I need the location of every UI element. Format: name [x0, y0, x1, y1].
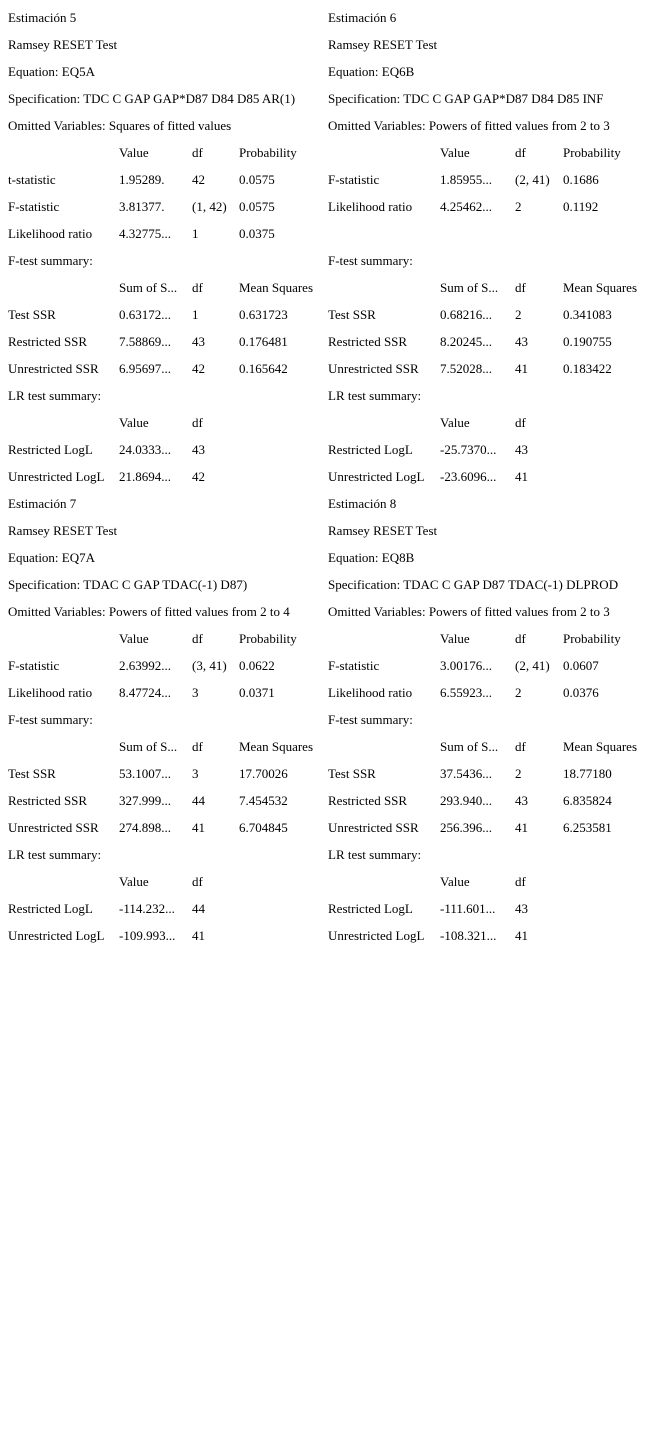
df-cell: df — [192, 145, 203, 160]
table-row — [328, 247, 650, 274]
probability-cell: Mean Squares — [563, 280, 638, 295]
section-test: Ramsey RESET Test — [8, 37, 118, 52]
table-row — [8, 733, 330, 760]
value-cell: 21.8694... — [119, 469, 171, 484]
probability-cell: 0.1192 — [563, 199, 599, 214]
estimacion-7-section — [8, 490, 330, 949]
row-label: Restricted LogL — [328, 901, 413, 916]
value-cell: Value — [119, 415, 149, 430]
probability-cell: 0.0575 — [239, 172, 275, 187]
df-cell: 1 — [192, 226, 199, 241]
probability-cell: 0.0375 — [239, 226, 275, 241]
df-cell: 41 — [515, 820, 528, 835]
estimacion-5-section — [8, 4, 330, 490]
row-label: Restricted LogL — [8, 901, 93, 916]
value-cell: Value — [440, 874, 470, 889]
row-label: Unrestricted LogL — [8, 928, 105, 943]
table-row — [8, 436, 330, 463]
probability-cell: 6.835824 — [563, 793, 612, 808]
table-row — [328, 787, 650, 814]
probability-cell: 0.0575 — [239, 199, 275, 214]
table-row — [328, 274, 650, 301]
probability-cell: 0.176481 — [239, 334, 288, 349]
value-cell: Value — [440, 631, 470, 646]
value-cell: -114.232... — [119, 901, 175, 916]
row-label: Test SSR — [8, 307, 56, 322]
value-cell: 53.1007... — [119, 766, 171, 781]
row-label: F-test summary: — [328, 712, 413, 727]
table-row — [328, 463, 650, 490]
row-label: LR test summary: — [8, 388, 102, 403]
table-row — [8, 193, 330, 220]
value-cell: 8.47724... — [119, 685, 171, 700]
section-title: Estimación 8 — [328, 496, 397, 511]
value-cell: 7.52028... — [440, 361, 492, 376]
df-cell: df — [515, 145, 526, 160]
table-row — [8, 139, 330, 166]
value-cell: 2.63992... — [119, 658, 171, 673]
df-cell: df — [192, 415, 203, 430]
row-label: Test SSR — [328, 307, 376, 322]
row-label: F-statistic — [328, 172, 380, 187]
row-label: Likelihood ratio — [8, 685, 93, 700]
probability-cell: 18.77180 — [563, 766, 612, 781]
row-label: Restricted SSR — [8, 793, 88, 808]
value-cell: 3.81377. — [119, 199, 165, 214]
table-row — [328, 625, 650, 652]
table-row — [328, 220, 650, 247]
section-specification: Specification: TDAC C GAP TDAC(-1) D87) — [8, 577, 248, 592]
df-cell: 2 — [515, 685, 522, 700]
value-cell: 1.85955... — [440, 172, 492, 187]
value-cell: Value — [440, 415, 470, 430]
value-cell: 274.898... — [119, 820, 171, 835]
row-label: Unrestricted LogL — [8, 469, 105, 484]
section-test: Ramsey RESET Test — [8, 523, 118, 538]
section-test: Ramsey RESET Test — [328, 523, 438, 538]
table-row — [328, 139, 650, 166]
value-cell: Value — [119, 874, 149, 889]
probability-cell: 6.253581 — [563, 820, 612, 835]
probability-cell: Probability — [239, 145, 297, 160]
value-cell: -109.993... — [119, 928, 176, 943]
probability-cell: 7.454532 — [239, 793, 288, 808]
value-cell: 37.5436... — [440, 766, 492, 781]
table-row — [328, 814, 650, 841]
df-cell: 41 — [515, 469, 528, 484]
section-equation: Equation: EQ6B — [328, 64, 415, 79]
probability-cell: 0.0607 — [563, 658, 599, 673]
table-row — [328, 895, 650, 922]
df-cell: 41 — [192, 820, 205, 835]
value-cell: 327.999... — [119, 793, 171, 808]
table-row — [328, 868, 650, 895]
row-label: LR test summary: — [328, 847, 422, 862]
probability-cell: 0.341083 — [563, 307, 612, 322]
row-label: Unrestricted SSR — [328, 820, 419, 835]
table-row — [328, 301, 650, 328]
value-cell: 4.32775... — [119, 226, 171, 241]
df-cell: df — [515, 631, 526, 646]
table-row — [8, 247, 330, 274]
value-cell: Sum of S... — [119, 280, 178, 295]
value-cell: Sum of S... — [440, 739, 499, 754]
table-row — [8, 868, 330, 895]
df-cell: 42 — [192, 469, 205, 484]
row-label: t-statistic — [8, 172, 56, 187]
probability-cell: Probability — [563, 631, 621, 646]
table-row — [328, 733, 650, 760]
value-cell: Value — [119, 631, 149, 646]
section-specification: Specification: TDC C GAP GAP*D87 D84 D85 INF — [328, 91, 604, 106]
probability-cell: Mean Squares — [239, 280, 314, 295]
df-cell: 41 — [515, 361, 528, 376]
row-label: F-statistic — [8, 658, 60, 673]
value-cell: 4.25462... — [440, 199, 492, 214]
df-cell: 43 — [192, 442, 205, 457]
df-cell: 43 — [192, 334, 205, 349]
df-cell: (1, 42) — [192, 199, 227, 214]
section-title: Estimación 5 — [8, 10, 77, 25]
row-label: LR test summary: — [328, 388, 422, 403]
row-label: Restricted SSR — [8, 334, 88, 349]
row-label: Unrestricted SSR — [8, 361, 99, 376]
value-cell: 6.95697... — [119, 361, 171, 376]
probability-cell: Mean Squares — [563, 739, 638, 754]
section-omitted: Omitted Variables: Powers of fitted values from 2 to 3 — [328, 604, 610, 619]
row-label: Likelihood ratio — [328, 685, 413, 700]
df-cell: 43 — [515, 334, 528, 349]
probability-cell: 0.631723 — [239, 307, 288, 322]
row-label: Restricted LogL — [328, 442, 413, 457]
value-cell: 0.63172... — [119, 307, 171, 322]
section-omitted: Omitted Variables: Powers of fitted values from 2 to 3 — [328, 118, 610, 133]
probability-cell: 0.165642 — [239, 361, 288, 376]
section-equation: Equation: EQ5A — [8, 64, 96, 79]
df-cell: 3 — [192, 766, 199, 781]
estimacion-8-section — [328, 490, 650, 949]
df-cell: 41 — [515, 928, 528, 943]
df-cell: 44 — [192, 901, 205, 916]
section-omitted: Omitted Variables: Squares of fitted values — [8, 118, 232, 133]
row-label: Test SSR — [328, 766, 376, 781]
df-cell: 41 — [192, 928, 205, 943]
section-omitted: Omitted Variables: Powers of fitted values from 2 to 4 — [8, 604, 290, 619]
value-cell: 0.68216... — [440, 307, 492, 322]
value-cell: 8.20245... — [440, 334, 492, 349]
section-specification: Specification: TDAC C GAP D87 TDAC(-1) DLPROD — [328, 577, 619, 592]
table-row — [8, 274, 330, 301]
df-cell: 3 — [192, 685, 199, 700]
table-row — [8, 706, 330, 733]
df-cell: 42 — [192, 361, 205, 376]
row-label: F-test summary: — [8, 712, 93, 727]
value-cell: -111.601... — [440, 901, 496, 916]
value-cell: 7.58869... — [119, 334, 171, 349]
row-label: F-statistic — [328, 658, 380, 673]
section-title: Estimación 6 — [328, 10, 397, 25]
probability-cell: 17.70026 — [239, 766, 288, 781]
estimacion-6-section — [328, 4, 650, 490]
value-cell: Sum of S... — [440, 280, 499, 295]
df-cell: df — [192, 874, 203, 889]
df-cell: df — [192, 280, 203, 295]
table-row — [328, 706, 650, 733]
table-row — [8, 328, 330, 355]
table-row — [328, 679, 650, 706]
row-label: F-statistic — [8, 199, 60, 214]
table-row — [8, 301, 330, 328]
df-cell: 2 — [515, 307, 522, 322]
table-row — [8, 652, 330, 679]
table-row — [328, 409, 650, 436]
table-row — [8, 625, 330, 652]
probability-cell: 0.190755 — [563, 334, 612, 349]
section-title: Estimación 7 — [8, 496, 77, 511]
table-row — [328, 760, 650, 787]
table-row — [328, 382, 650, 409]
row-label: Restricted SSR — [328, 793, 408, 808]
row-label: Unrestricted LogL — [328, 928, 425, 943]
row-label: Unrestricted LogL — [328, 469, 425, 484]
value-cell: 293.940... — [440, 793, 492, 808]
row-label: Unrestricted SSR — [8, 820, 99, 835]
probability-cell: 0.183422 — [563, 361, 612, 376]
value-cell: 24.0333... — [119, 442, 171, 457]
df-cell: 43 — [515, 793, 528, 808]
row-label: LR test summary: — [8, 847, 102, 862]
df-cell: 2 — [515, 766, 522, 781]
table-row — [328, 328, 650, 355]
df-cell: 43 — [515, 901, 528, 916]
probability-cell: 6.704845 — [239, 820, 288, 835]
table-row — [8, 841, 330, 868]
row-label: Restricted LogL — [8, 442, 93, 457]
table-row — [8, 922, 330, 949]
row-label: Likelihood ratio — [328, 199, 413, 214]
section-specification: Specification: TDC C GAP GAP*D87 D84 D85 AR(1) — [8, 91, 296, 106]
value-cell: 3.00176... — [440, 658, 492, 673]
df-cell: df — [515, 280, 526, 295]
table-row — [328, 166, 650, 193]
table-row — [8, 409, 330, 436]
df-cell: 44 — [192, 793, 205, 808]
probability-cell: 0.0371 — [239, 685, 275, 700]
row-label: Likelihood ratio — [8, 226, 93, 241]
value-cell: 256.396... — [440, 820, 492, 835]
table-row — [8, 382, 330, 409]
row-label: Test SSR — [8, 766, 56, 781]
df-cell: 2 — [515, 199, 522, 214]
df-cell: (2, 41) — [515, 658, 550, 673]
df-cell: df — [192, 739, 203, 754]
section-test: Ramsey RESET Test — [328, 37, 438, 52]
value-cell: Sum of S... — [119, 739, 178, 754]
table-row — [8, 760, 330, 787]
probability-cell: Mean Squares — [239, 739, 314, 754]
df-cell: (2, 41) — [515, 172, 550, 187]
table-row — [328, 922, 650, 949]
df-cell: 43 — [515, 442, 528, 457]
table-row — [328, 193, 650, 220]
value-cell: Value — [119, 145, 149, 160]
df-cell: 42 — [192, 172, 205, 187]
table-row — [8, 787, 330, 814]
probability-cell: Probability — [563, 145, 621, 160]
row-label: Unrestricted SSR — [328, 361, 419, 376]
value-cell: -108.321... — [440, 928, 497, 943]
table-row — [8, 895, 330, 922]
df-cell: 1 — [192, 307, 199, 322]
section-equation: Equation: EQ8B — [328, 550, 415, 565]
table-row — [8, 679, 330, 706]
df-cell: df — [192, 631, 203, 646]
df-cell: df — [515, 874, 526, 889]
probability-cell: 0.0376 — [563, 685, 599, 700]
table-row — [328, 841, 650, 868]
probability-cell: 0.1686 — [563, 172, 599, 187]
value-cell: 1.95289. — [119, 172, 165, 187]
row-label: F-test summary: — [8, 253, 93, 268]
probability-cell: Probability — [239, 631, 297, 646]
section-equation: Equation: EQ7A — [8, 550, 96, 565]
table-row — [328, 436, 650, 463]
value-cell: -25.7370... — [440, 442, 497, 457]
df-cell: df — [515, 415, 526, 430]
table-row — [328, 355, 650, 382]
table-row — [8, 463, 330, 490]
table-row — [8, 355, 330, 382]
probability-cell: 0.0622 — [239, 658, 275, 673]
df-cell: (3, 41) — [192, 658, 227, 673]
table-row — [328, 652, 650, 679]
value-cell: 6.55923... — [440, 685, 492, 700]
table-row — [8, 220, 330, 247]
row-label: Restricted SSR — [328, 334, 408, 349]
value-cell: -23.6096... — [440, 469, 497, 484]
table-row — [8, 166, 330, 193]
table-row — [8, 814, 330, 841]
value-cell: Value — [440, 145, 470, 160]
row-label: F-test summary: — [328, 253, 413, 268]
df-cell: df — [515, 739, 526, 754]
